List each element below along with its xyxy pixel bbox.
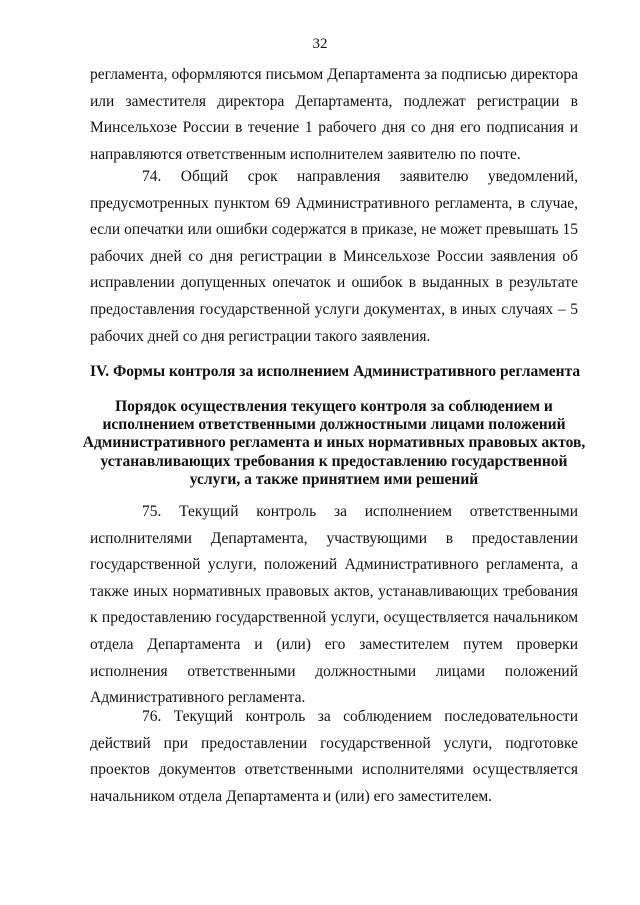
paragraph-continuation: регламента, оформляются письмом Департамента за подписью директора или заместителя директора Департамента, подлежат регистрации в Минсельхозе России в течение 1 рабочего дня со дня его подписания и направляются ответственным исполнителем заявителю по почте. [90, 66, 578, 163]
page-number: 32 [312, 36, 328, 52]
section-heading: IV. Формы контроля за исполнением Административного регламента [90, 363, 581, 380]
paragraph-75: 75. Текущий контроль за исполнением ответственными исполнителями Департамента, участвующими в предоставлении государственной услуги, положений Административного регламента, а также иных нормативных правовых актов, устанавливающих требования к предоставлению государственной услуги, осуществляется начальником отдела Департамента и (или) его заместителем путем проверки исполнения ответственными должностными лицами положений Административного регламента. [90, 503, 578, 707]
paragraph-74: 74. Общий срок направления заявителю уведомлений, предусмотренных пунктом 69 Административного регламента, в случае, если опечатки или ошибки содержатся в приказе, не может превышать 15 рабочих дней со дня регистрации в Минсельхозе России заявления об исправлении допущенных опечаток и ошибок в выданных в результате предоставления государственной услуги документах, в иных случаях – 5 рабочих дней со дня регистрации такого заявления. [90, 168, 578, 345]
paragraph-76: 76. Текущий контроль за соблюдением последовательности действий при предоставлении государственной услуги, подготовке проектов документов ответственными исполнителями осуществляется начальником отдела Департамента и (или) его заместителем. [90, 708, 578, 805]
subsection-heading: Порядок осуществления текущего контроля за соблюдением и исполнением ответственными должностными лицами положений Административного регламента и иных нормативных правовых актов, устанавливающих требования к предоставлению государственной услуги, а также принятием ими решений [82, 398, 586, 488]
